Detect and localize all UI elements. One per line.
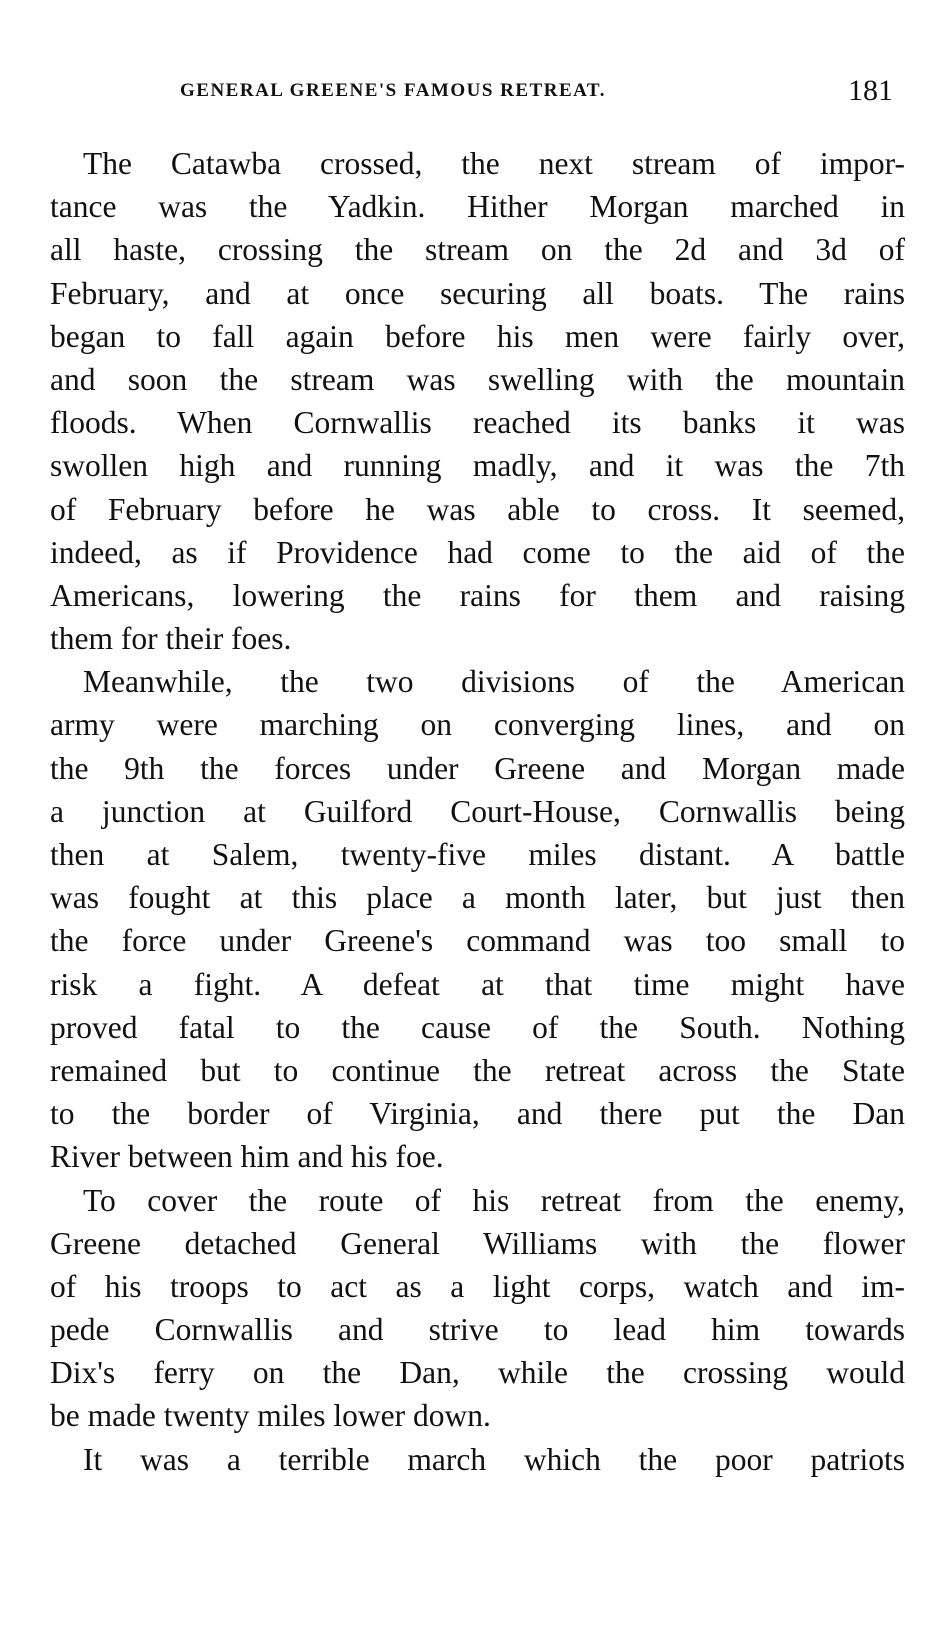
text-line: army were marching on converging lines, and on	[50, 707, 905, 743]
text-line: remained but to continue the retreat across the State	[50, 1052, 905, 1088]
text-line: floods. When Cornwallis reached its banks it was	[50, 405, 905, 441]
text-line: of February before he was able to cross. It seemed,	[50, 491, 905, 527]
text-line: River between him and his foe.	[50, 1139, 444, 1175]
paragraph-1	[50, 142, 905, 660]
text-line: tance was the Yadkin. Hither Morgan marched in	[50, 189, 905, 225]
text-line: The Catawba crossed, the next stream of impor-	[83, 146, 905, 181]
paragraph-2	[50, 660, 905, 1178]
text-line: then at Salem, twenty-five miles distant. A battle	[50, 837, 905, 872]
paragraph-4	[50, 1438, 905, 1481]
text-line: Meanwhile, the two divisions of the American	[83, 664, 905, 700]
text-line: indeed, as if Providence had come to the aid of the	[50, 534, 905, 570]
text-line: be made twenty miles lower down.	[50, 1398, 491, 1434]
text-line: Americans, lowering the rains for them and raising	[50, 577, 905, 613]
text-line: It was a terrible march which the poor patriots	[83, 1441, 905, 1477]
text-line: began to fall again before his men were fairly over,	[50, 318, 905, 354]
text-line: a junction at Guilford Court-House, Cornwallis being	[50, 793, 905, 829]
text-line: Dix's ferry on the Dan, while the crossing would	[50, 1355, 905, 1391]
text-line: them for their foes.	[50, 621, 292, 657]
text-line: risk a fight. A defeat at that time might have	[50, 966, 905, 1002]
text-line: swollen high and running madly, and it was the 7th	[50, 448, 905, 484]
text-line: of his troops to act as a light corps, watch and im-	[50, 1268, 905, 1304]
text-line: was fought at this place a month later, but just then	[50, 880, 905, 916]
text-line: Greene detached General Williams with the flower	[50, 1225, 905, 1261]
text-line: February, and at once securing all boats. The rains	[50, 275, 905, 311]
body-text	[50, 142, 905, 1481]
page-number: 181	[848, 74, 893, 107]
text-line: the 9th the forces under Greene and Morgan made	[50, 750, 905, 786]
text-line: pede Cornwallis and strive to lead him towards	[50, 1312, 905, 1348]
text-line: the force under Greene's command was too small to	[50, 923, 905, 959]
text-line: proved fatal to the cause of the South. Nothing	[50, 1009, 905, 1045]
text-line: To cover the route of his retreat from the enemy,	[83, 1182, 905, 1218]
text-line: all haste, crossing the stream on the 2d and 3d of	[50, 232, 905, 268]
text-line: to the border of Virginia, and there put the Dan	[50, 1096, 905, 1132]
text-line: and soon the stream was swelling with the mountain	[50, 361, 905, 397]
paragraph-3	[50, 1179, 905, 1438]
running-header: GENERAL GREENE'S FAMOUS RETREAT.	[180, 80, 606, 101]
